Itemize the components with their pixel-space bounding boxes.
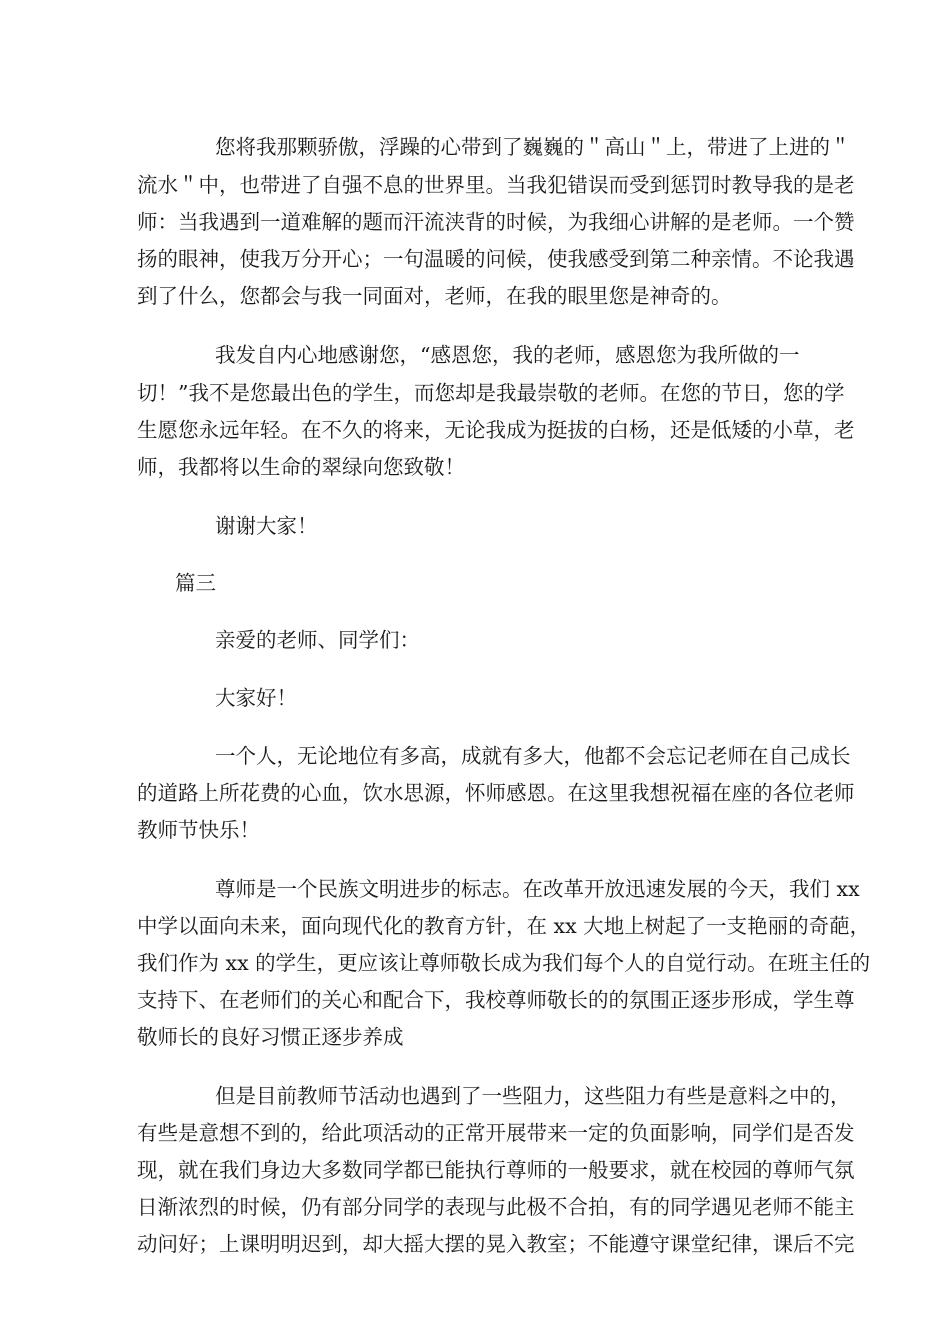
paragraph-8-line-1: 尊师是一个民族文明进步的标志。在改革开放迅速发展的今天，我们 xx — [215, 877, 860, 901]
paragraph-8-line-5: 敬师长的良好习惯正逐步养成 — [137, 1025, 404, 1049]
paragraph-2-line-3: 生愿您永远年轻。在不久的将来，无论我成为挺拔的白杨，还是低矮的小草，老 — [137, 418, 855, 442]
paragraph-9-line-3: 现，就在我们身边大多数同学都已能执行尊师的一般要求，就在校园的尊师气氛 — [137, 1158, 855, 1182]
thanks-line: 谢谢大家！ — [215, 514, 318, 538]
section-heading: 篇三 — [175, 571, 216, 595]
salutation-line: 亲爱的老师、同学们： — [215, 628, 420, 652]
paragraph-2-line-4: 师，我都将以生命的翠绿向您致敬！ — [137, 455, 465, 479]
paragraph-1-line-2: 流水＂中，也带进了自强不息的世界里。当我犯错误而受到惩罚时教导我的是老 — [137, 173, 855, 197]
paragraph-8-line-2: 中学以面向未来，面向现代化的教育方针，在 xx 大地上树起了一支艳丽的奇葩， — [137, 914, 871, 938]
paragraph-1-line-1: 您将我那颗骄傲，浮躁的心带到了巍巍的＂高山＂上，带进了上进的＂ — [215, 135, 851, 159]
paragraph-9-line-4: 日渐浓烈的时候，仍有部分同学的表现与此极不合拍，有的同学遇见老师不能主 — [137, 1195, 855, 1219]
paragraph-7-line-3: 教师节快乐！ — [137, 818, 260, 842]
greeting-line: 大家好！ — [215, 686, 297, 710]
paragraph-8-line-3: 我们作为 xx 的学生，更应该让尊师敬长成为我们每个人的自觉行动。在班主任的 — [137, 951, 871, 975]
paragraph-1-line-4: 扬的眼神，使我万分开心；一句温暖的问候，使我感受到第二种亲情。不论我遇 — [137, 247, 855, 271]
paragraph-9-line-1: 但是目前教师节活动也遇到了一些阻力，这些阻力有些是意料之中的， — [215, 1084, 851, 1108]
paragraph-2-line-2: 切！”我不是您最出色的学生，而您却是我最崇敬的老师。在您的节日，您的学 — [137, 381, 845, 405]
paragraph-8-line-4: 支持下、在老师们的关心和配合下，我校尊师敬长的的氛围正逐步形成，学生尊 — [137, 988, 855, 1012]
paragraph-9-line-2: 有些是意想不到的，给此项活动的正常开展带来一定的负面影响，同学们是否发 — [137, 1121, 855, 1145]
paragraph-2-line-1: 我发自内心地感谢您，“感恩您，我的老师，感恩您为我所做的一 — [215, 343, 800, 367]
paragraph-1-line-3: 师：当我遇到一道难解的题而汗流浃背的时候，为我细心讲解的是老师。一个赞 — [137, 210, 855, 234]
paragraph-9-line-5: 动问好；上课明明迟到，却大摇大摆的晃入教室；不能遵守课堂纪律，课后不完 — [137, 1232, 855, 1256]
paragraph-7-line-2: 的道路上所花费的心血，饮水思源，怀师感恩。在这里我想祝福在座的各位老师 — [137, 781, 855, 805]
paragraph-1-line-5: 到了什么，您都会与我一同面对，老师，在我的眼里您是神奇的。 — [137, 284, 732, 308]
paragraph-7-line-1: 一个人，无论地位有多高，成就有多大，他都不会忘记老师在自己成长 — [215, 744, 851, 768]
